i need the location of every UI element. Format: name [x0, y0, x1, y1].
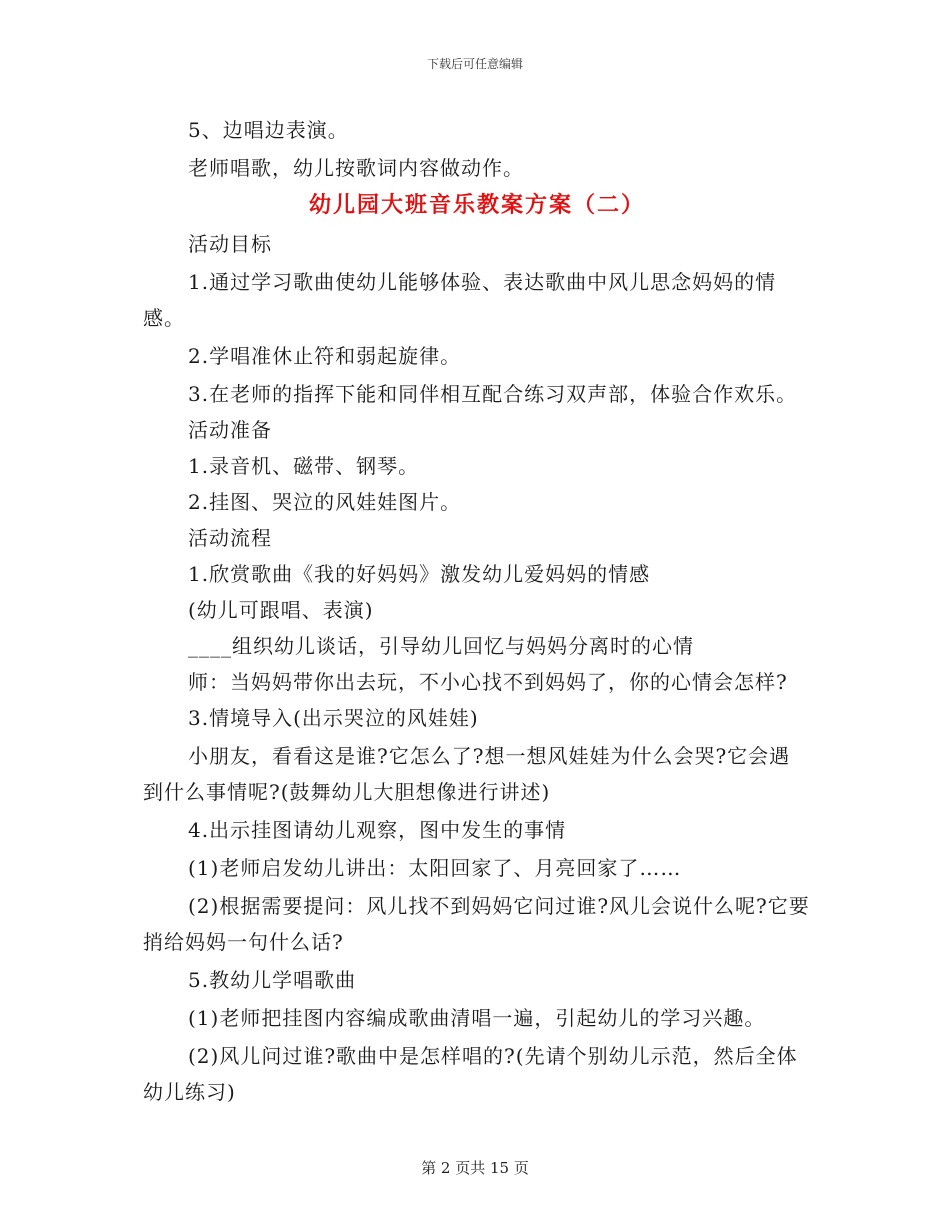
paragraph: (2)根据需要提问：风儿找不到妈妈它问过谁?风儿会说什么呢?它要捎给妈妈一句什么话? — [143, 894, 810, 954]
paragraph: ____组织幼儿谈话，引导幼儿回忆与妈妈分离时的心情 — [188, 634, 694, 658]
section-label: 活动准备 — [188, 418, 272, 442]
paragraph: 1.通过学习歌曲使幼儿能够体验、表达歌曲中风儿思念妈妈的情感。 — [143, 270, 777, 330]
paragraph: 3.情境导入(出示哭泣的风娃娃) — [188, 706, 479, 730]
paragraph: 小朋友，看看这是谁?它怎么了?想一想风娃娃为什么会哭?它会遇到什么事情呢?(鼓舞幼儿大胆想像进行讲述) — [143, 744, 791, 804]
paragraph: 师：当妈妈带你出去玩，不小心找不到妈妈了，你的心情会怎样? — [188, 670, 788, 694]
paragraph: 2.学唱准休止符和弱起旋律。 — [188, 344, 462, 368]
section-label: 活动目标 — [188, 232, 272, 256]
paragraph: 5、边唱边表演。 — [188, 118, 349, 142]
document-body — [143, 112, 811, 1110]
page-header: 下载后可任意编辑 — [426, 57, 523, 71]
paragraph: 3.在老师的指挥下能和同伴相互配合练习双声部，体验合作欢乐。 — [188, 382, 798, 406]
section-title: 幼儿园大班音乐教案方案（二） — [308, 193, 645, 218]
paragraph: 老师唱歌，幼儿按歌词内容做动作。 — [188, 156, 524, 180]
paragraph: 5.教幼儿学唱歌曲 — [188, 968, 357, 992]
paragraph: 4.出示挂图请幼儿观察，图中发生的事情 — [188, 818, 567, 842]
paragraph: 1.录音机、磁带、钢琴。 — [188, 454, 420, 478]
paragraph: (幼儿可跟唱、表演) — [188, 598, 374, 622]
paragraph: 1.欣赏歌曲《我的好妈妈》激发幼儿爱妈妈的情感 — [188, 562, 651, 586]
section-label: 活动流程 — [188, 526, 272, 550]
page-footer: 第 2 页共 15 页 — [421, 1159, 529, 1177]
paragraph: 2.挂图、哭泣的风娃娃图片。 — [188, 490, 462, 514]
paragraph: (2)风儿问过谁?歌曲中是怎样唱的?(先请个别幼儿示范，然后全体幼儿练习) — [143, 1044, 798, 1104]
paragraph: (1)老师启发幼儿讲出：太阳回家了、月亮回家了…… — [188, 856, 682, 880]
paragraph: (1)老师把挂图内容编成歌曲清唱一遍，引起幼儿的学习兴趣。 — [188, 1006, 766, 1030]
